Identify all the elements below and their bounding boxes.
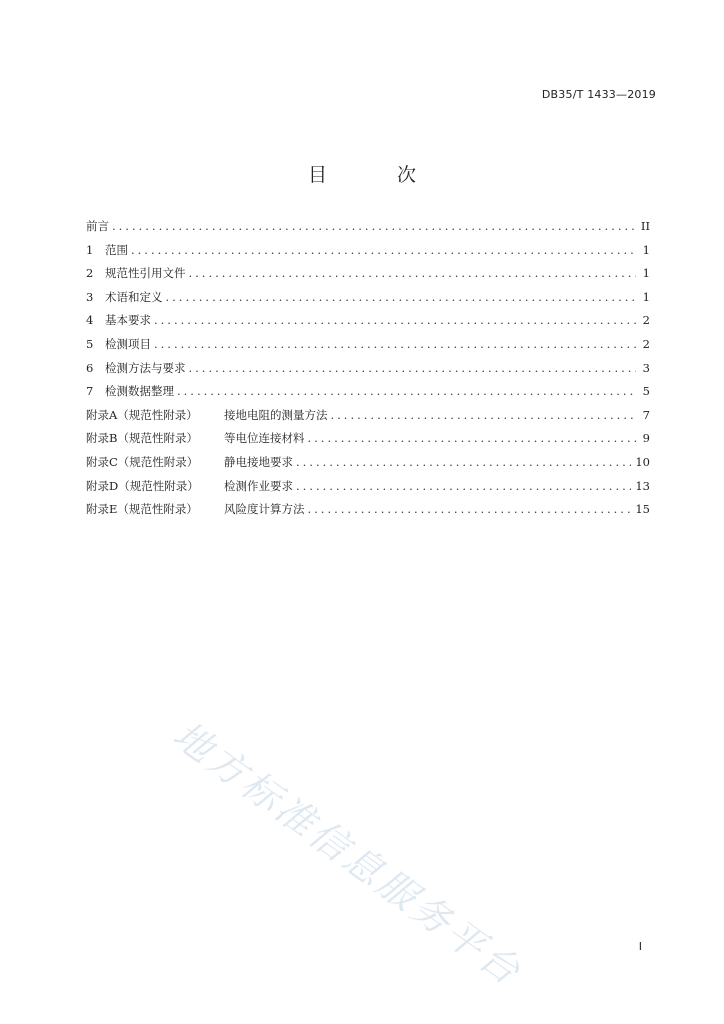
appendix-prefix: 附录B（规范性附录） xyxy=(86,431,198,446)
toc-entry-label: 检测方法与要求 xyxy=(105,360,186,375)
appendix-prefix: 附录A（规范性附录） xyxy=(86,407,198,422)
dot-leader xyxy=(296,455,631,469)
toc-entry-4[interactable] xyxy=(86,312,650,336)
dot-leader xyxy=(331,408,637,422)
toc-entry-page: 15 xyxy=(635,502,650,517)
toc-entry-page: 10 xyxy=(635,454,650,469)
toc-entry-5[interactable] xyxy=(86,336,650,360)
toc-entry-appendix-e[interactable] xyxy=(86,501,650,525)
toc-entry-1[interactable] xyxy=(86,242,650,266)
toc-entry-page: 13 xyxy=(635,478,650,493)
toc-entry-page: 5 xyxy=(642,384,650,399)
toc-entry-page: 2 xyxy=(642,313,650,328)
toc-entry-number: 1 xyxy=(86,242,94,257)
toc-entry-label: 检测数据整理 xyxy=(105,384,174,399)
toc-entry-7[interactable] xyxy=(86,383,650,407)
toc-entry-label: 术语和定义 xyxy=(105,289,163,304)
dot-leader xyxy=(296,479,631,493)
toc-entry-appendix-d[interactable] xyxy=(86,478,650,502)
toc-entry-page: 1 xyxy=(642,266,650,281)
toc-entry-label: 风险度计算方法 xyxy=(224,502,305,517)
toc-entry-number: 4 xyxy=(86,313,94,328)
toc-entry-page: 7 xyxy=(642,407,650,422)
dot-leader xyxy=(177,384,636,398)
page-number: I xyxy=(638,940,642,953)
dot-leader xyxy=(131,243,636,257)
dot-leader xyxy=(166,290,637,304)
toc-entry-number: 2 xyxy=(86,266,94,281)
toc-entry-3[interactable] xyxy=(86,289,650,313)
toc-entry-appendix-c[interactable] xyxy=(86,454,650,478)
dot-leader xyxy=(154,337,636,351)
toc-entry-label: 等电位连接材料 xyxy=(224,431,305,446)
toc-entry-page: 3 xyxy=(642,360,650,375)
toc-entry-label: 检测项目 xyxy=(105,336,151,351)
dot-leader xyxy=(189,266,637,280)
dot-leader xyxy=(154,313,636,327)
dot-leader xyxy=(308,502,632,516)
toc-entry-page: 9 xyxy=(642,431,650,446)
toc-entry-label: 基本要求 xyxy=(105,313,151,328)
toc-entry-6[interactable] xyxy=(86,360,650,384)
toc-entry-label: 前言 xyxy=(86,219,109,233)
toc-entry-number: 3 xyxy=(86,289,94,304)
toc-entry-foreword[interactable] xyxy=(86,218,650,242)
toc-entry-number: 6 xyxy=(86,360,94,375)
watermark: 地方标准信息服务平台 xyxy=(165,712,531,996)
dot-leader xyxy=(112,219,636,233)
table-of-contents xyxy=(86,218,650,525)
toc-title: 目 次 xyxy=(307,164,449,186)
appendix-prefix: 附录C（规范性附录） xyxy=(86,454,199,469)
toc-entry-2[interactable] xyxy=(86,265,650,289)
toc-entry-number: 7 xyxy=(86,384,94,399)
toc-entry-label: 范围 xyxy=(105,242,128,257)
toc-entry-page: 1 xyxy=(642,289,650,304)
toc-entry-label: 规范性引用文件 xyxy=(105,266,186,281)
toc-entry-label: 检测作业要求 xyxy=(224,478,293,493)
toc-entry-label: 静电接地要求 xyxy=(224,454,293,469)
toc-entry-page: II xyxy=(640,219,650,233)
toc-entry-appendix-b[interactable] xyxy=(86,430,650,454)
toc-entry-label: 接地电阻的测量方法 xyxy=(224,407,328,422)
toc-entry-page: 1 xyxy=(642,242,650,257)
appendix-prefix: 附录D（规范性附录） xyxy=(86,478,199,493)
standard-code: DB35/T 1433—2019 xyxy=(541,88,656,101)
appendix-prefix: 附录E（规范性附录） xyxy=(86,502,198,517)
dot-leader xyxy=(189,361,637,375)
dot-leader xyxy=(308,431,637,445)
toc-entry-appendix-a[interactable] xyxy=(86,407,650,431)
toc-entry-number: 5 xyxy=(86,336,94,351)
toc-entry-page: 2 xyxy=(642,336,650,351)
